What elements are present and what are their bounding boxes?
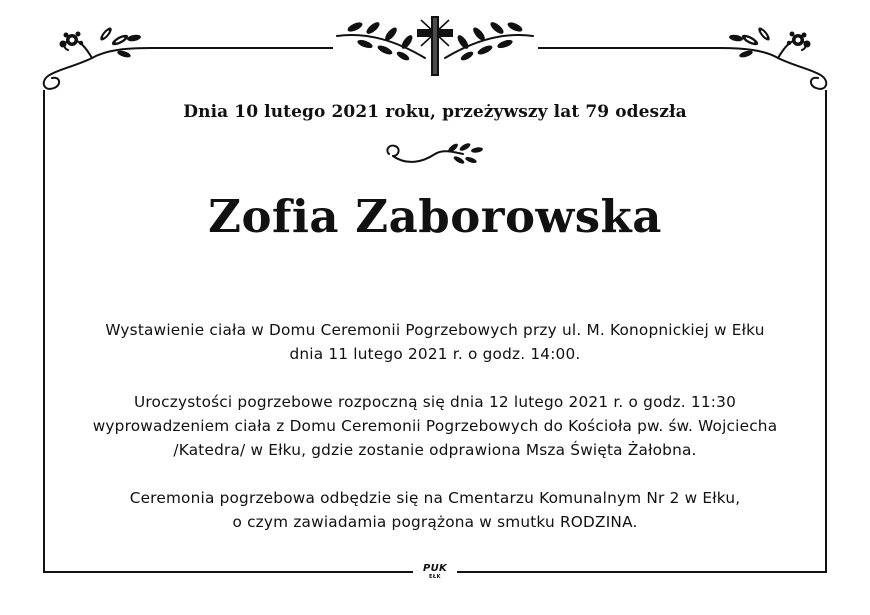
paragraph-line: Ceremonia pogrzebowa odbędzie się na Cmentarzu Komunalnym Nr 2 w Ełku, [129, 489, 741, 507]
frame-top-left-line [150, 47, 333, 49]
paragraph-line: o czym zawiadamia pogrążona w smutku RODZINA. [232, 513, 638, 531]
logo-line-1: PUK [422, 563, 448, 574]
frame-bottom-right-line [457, 571, 827, 573]
paragraph-line: Uroczystości pogrzebowe rozpoczną się dnia 12 lutego 2021 r. o godz. 11:30 [134, 393, 736, 411]
paragraph-line: wyprowadzeniem ciała z Domu Ceremonii Pogrzebowych do Kościoła pw. św. Wojciecha [92, 417, 778, 435]
death-date-line: Dnia 10 lutego 2021 roku, przeżywszy lat 79 odeszła [183, 102, 687, 122]
cross-with-laurel-icon [335, 12, 535, 80]
floral-corner-icon-right [714, 10, 834, 90]
floral-corner-icon [36, 10, 156, 90]
viewing-paragraph [40, 318, 830, 366]
puk-logo [418, 563, 452, 583]
ceremony-paragraph [40, 390, 830, 462]
burial-paragraph [40, 486, 830, 534]
paragraph-line: /Katedra/ w Ełku, gdzie zostanie odprawiona Msza Święta Żałobna. [173, 441, 697, 459]
laurel-swirl-divider-icon [383, 140, 487, 170]
frame-bottom-left-line [43, 571, 413, 573]
paragraph-line: dnia 11 lutego 2021 r. o godz. 14:00. [289, 345, 581, 363]
deceased-name: Zofia Zaborowska [208, 190, 662, 243]
paragraph-line: Wystawienie ciała w Domu Ceremonii Pogrzebowych przy ul. M. Konopnickiej w Ełku [105, 321, 765, 339]
funeral-details [40, 318, 830, 558]
logo-line-2: EŁK [428, 574, 441, 580]
frame-top-right-line [538, 47, 720, 49]
